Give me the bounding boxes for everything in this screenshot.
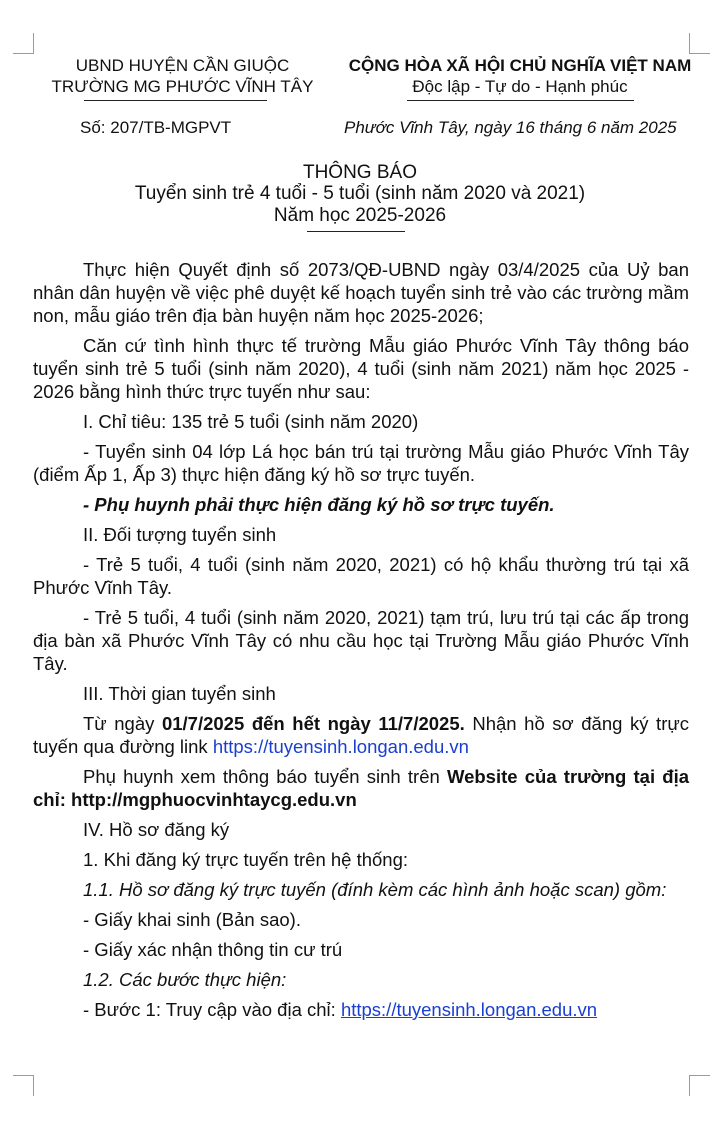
paragraph-classes: - Tuyển sinh 04 lớp Lá học bán trú tại trường Mẫu giáo Phước Vĩnh Tây (điểm Ấp 1, Ấp 3) thực hiện đăng ký hồ sơ trực tuyến. (33, 441, 689, 485)
step-1-text: - Bước 1: Truy cập vào địa chỉ: (83, 999, 341, 1020)
section-heading-eligibility: II. Đối tượng tuyển sinh (83, 524, 277, 545)
school-website: Website của trường tại địa chỉ: http://mgphuocvinhtaycg.edu.vn (33, 766, 689, 810)
registration-link[interactable]: https://tuyensinh.longan.edu.vn (212, 736, 469, 757)
title-underline (307, 231, 405, 232)
crop-mark-bottom-left (13, 1075, 34, 1096)
national-name: CỘNG HÒA XÃ HỘI CHỦ NGHĨA VIỆT NAM (348, 56, 692, 75)
timeline-text-start: Từ ngày (83, 713, 162, 734)
section-heading-quota: I. Chỉ tiêu: 135 trẻ 5 tuổi (sinh năm 2020) (83, 411, 419, 432)
school-year: Năm học 2025-2026 (273, 205, 447, 226)
document-number: Số: 207/TB-MGPVT (80, 118, 232, 137)
paragraph-website (33, 765, 689, 811)
issuer-school: TRƯỜNG MG PHƯỚC VĨNH TÂY (51, 77, 314, 96)
paragraph-required-documents: 1.1. Hồ sơ đăng ký trực tuyến (đính kèm các hình ảnh hoặc scan) gồm: (83, 879, 667, 900)
issuer-underline (84, 100, 267, 101)
document-subtitle: Tuyển sinh trẻ 4 tuổi - 5 tuổi (sinh năm 2020 và 2021) (134, 183, 586, 204)
document-title: THÔNG BÁO (302, 162, 417, 183)
crop-mark-top-right (689, 33, 710, 54)
paragraph-timeline (33, 712, 689, 758)
section-heading-timeline: III. Thời gian tuyển sinh (83, 683, 276, 704)
section-heading-documents: IV. Hồ sơ đăng ký (83, 819, 230, 840)
list-item-step-1 (33, 998, 689, 1021)
timeline-text-end: Nhận hồ sơ đăng ký trực tuyến qua đường link (33, 713, 689, 757)
paragraph-legal-basis: Thực hiện Quyết định số 2073/QĐ-UBND ngày 03/4/2025 của Uỷ ban nhân dân huyện về việc phê duyệt kế hoạch tuyển sinh trẻ vào các trường mầm non, mẫu giáo trên địa bàn huyện năm học 2025-2026; (33, 259, 689, 326)
paragraph-eligibility-permanent: - Trẻ 5 tuổi, 4 tuổi (sinh năm 2020, 2021) có hộ khẩu thường trú tại xã Phước Vĩnh Tây. (33, 554, 689, 598)
subheading-steps: 1.2. Các bước thực hiện: (83, 969, 287, 990)
issuer-block (25, 55, 340, 97)
motto-underline (407, 100, 634, 101)
crop-mark-top-left (13, 33, 34, 54)
national-motto-block (340, 55, 700, 97)
document-body (33, 258, 689, 1021)
list-item-birth-certificate: - Giấy khai sinh (Bản sao). (83, 909, 301, 930)
step-1-link[interactable]: https://tuyensinh.longan.edu.vn (340, 999, 598, 1020)
issuer-authority: UBND HUYỆN CẦN GIUỘC (75, 56, 290, 75)
subheading-online-registration: 1. Khi đăng ký trực tuyến trên hệ thống: (83, 849, 409, 870)
paragraph-online-required: - Phụ huynh phải thực hiện đăng ký hồ sơ trực tuyến. (83, 494, 555, 515)
paragraph-announcement: Căn cứ tình hình thực tế trường Mẫu giáo Phước Vĩnh Tây thông báo tuyển sinh trẻ 5 tuổi (sinh năm 2020), 4 tuổi (sinh năm 2021) năm học 2025 - 2026 bằng hình thức trực tuyến như sau: (33, 335, 689, 402)
timeline-dates: 01/7/2025 đến hết ngày 11/7/2025. (161, 713, 465, 734)
document-date: Phước Vĩnh Tây, ngày 16 tháng 6 năm 2025 (344, 118, 677, 137)
list-item-residence-confirmation: - Giấy xác nhận thông tin cư trú (83, 939, 343, 960)
crop-mark-bottom-right (689, 1075, 710, 1096)
website-text: Phụ huynh xem thông báo tuyển sinh trên (83, 766, 447, 787)
national-motto: Độc lập - Tự do - Hạnh phúc (412, 77, 628, 96)
paragraph-eligibility-temporary: - Trẻ 5 tuổi, 4 tuổi (sinh năm 2020, 2021) tạm trú, lưu trú tại các ấp trong địa bàn xã Phước Vĩnh Tây có nhu cầu học tại Trường Mẫu giáo Phước Vĩnh Tây. (33, 607, 689, 674)
